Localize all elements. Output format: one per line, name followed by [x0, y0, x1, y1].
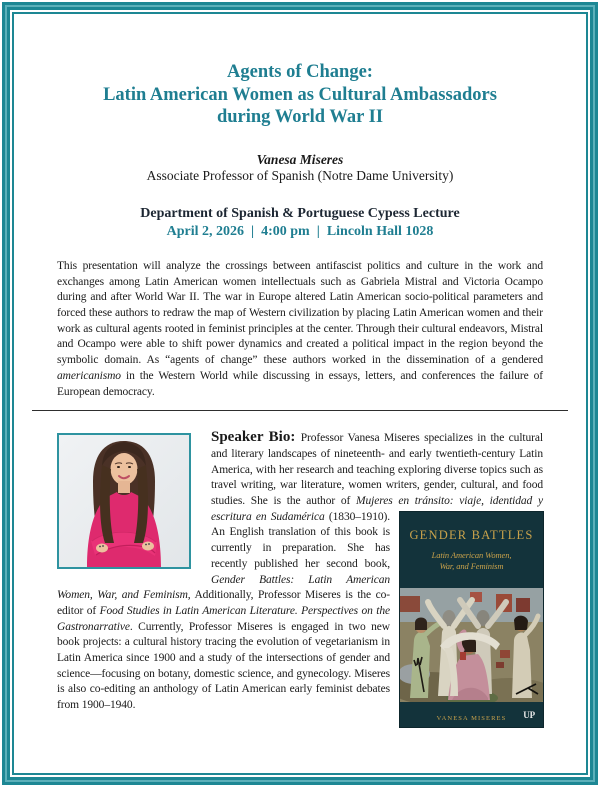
- separator-bar: |: [251, 223, 255, 239]
- speaker-bio-section: [57, 430, 543, 733]
- separator-bar: |: [316, 223, 320, 239]
- event-title: [57, 61, 543, 129]
- book-cover-painting: [400, 588, 543, 702]
- bio-text-part-1: Speaker Bio: Professor Vanesa Miseres specializes in the cultural and literary landscapes of nineteenth- and early twentieth-century Latin America, with her research and teaching exploring diverse topics such as travel writing, war literature, women writers, gender, cultural, and food studies. She is the author of Mujeres en tránsito: viaje, identidad y escritura en Sudamérica (1830–1910).: [211, 429, 543, 523]
- event-location: Lincoln Hall 1028: [326, 223, 434, 239]
- speaker-photo: [57, 433, 191, 569]
- event-date-time-location: [57, 223, 543, 240]
- lecture-series: Department of Spanish & Portuguese Cypess Lecture: [140, 206, 460, 222]
- event-details-block: [57, 205, 543, 240]
- event-time: 4:00 pm: [261, 223, 310, 239]
- book-cover-footer: [400, 702, 543, 727]
- book-cover-subtitle: [400, 550, 543, 572]
- bio-text-part-2: An English translation of this book is currently in preparation. She has recently published her second book, Gender Battles: Latin American Women, War, and Feminism, Additionally, Professor Miseres is the co-editor of Food Studies in Latin American Literature. Perspectives on the Gastronarrative. Currently, Professor Miseres is engaged in two new book projects: a cultural history tracing the evolution of vegetarianism in Latin America since 1900 and a study of the intersections of gender and science—focusing on botany, domestic science, and gynecology. Miseres is also co-editing an anthology of Latin American early feminist debates from 1900–1940.: [57, 526, 391, 712]
- book-cover-author: VANESA MISERES: [436, 714, 507, 722]
- event-title-line-2: Latin American Women as Cultural Ambassadors: [103, 84, 497, 105]
- abstract-paragraph: This presentation will analyze the crossings between antifascist politics and culture in the work and exchanges among Latin American women intellectuals such as Gabriela Mistral and Victoria Ocampo during and after World War II. The war in Europe altered Latin American socio-political parameters and forced these authors to redraw the map of Western civilization by placing Latin American women and their work as cultural agents rooted in feminist principles at the center. Through their cultural endeavors, Mistral and Ocampo were able to shift power dynamics and created a political impact in the region beyond the symbolic domain. As “agents of change” these authors worked in the dissemination of a gendered americanismo in the Western World while discussing in essays, letters, and conferences the failure of European democracy.: [57, 259, 543, 398]
- speaker-block: [57, 152, 543, 186]
- book-cover-title: GENDER BATTLES: [409, 527, 534, 542]
- section-divider: [32, 410, 568, 411]
- speaker-affiliation: Associate Professor of Spanish (Notre Dame University): [146, 168, 454, 184]
- event-date: April 2, 2026: [166, 223, 244, 239]
- publisher-logo: UP: [523, 709, 535, 720]
- book-cover-subtitle-line-2: War, and Feminism: [439, 561, 504, 572]
- event-title-line-1: Agents of Change:: [227, 62, 373, 82]
- speaker-photo-art: [59, 435, 189, 567]
- speaker-name: Vanesa Miseres: [256, 151, 344, 167]
- book-cover-subtitle-line-1: Latin American Women,: [431, 550, 512, 561]
- flyer-content: [14, 14, 586, 773]
- event-title-line-3: during World War II: [216, 107, 384, 127]
- book-cover: [400, 512, 543, 727]
